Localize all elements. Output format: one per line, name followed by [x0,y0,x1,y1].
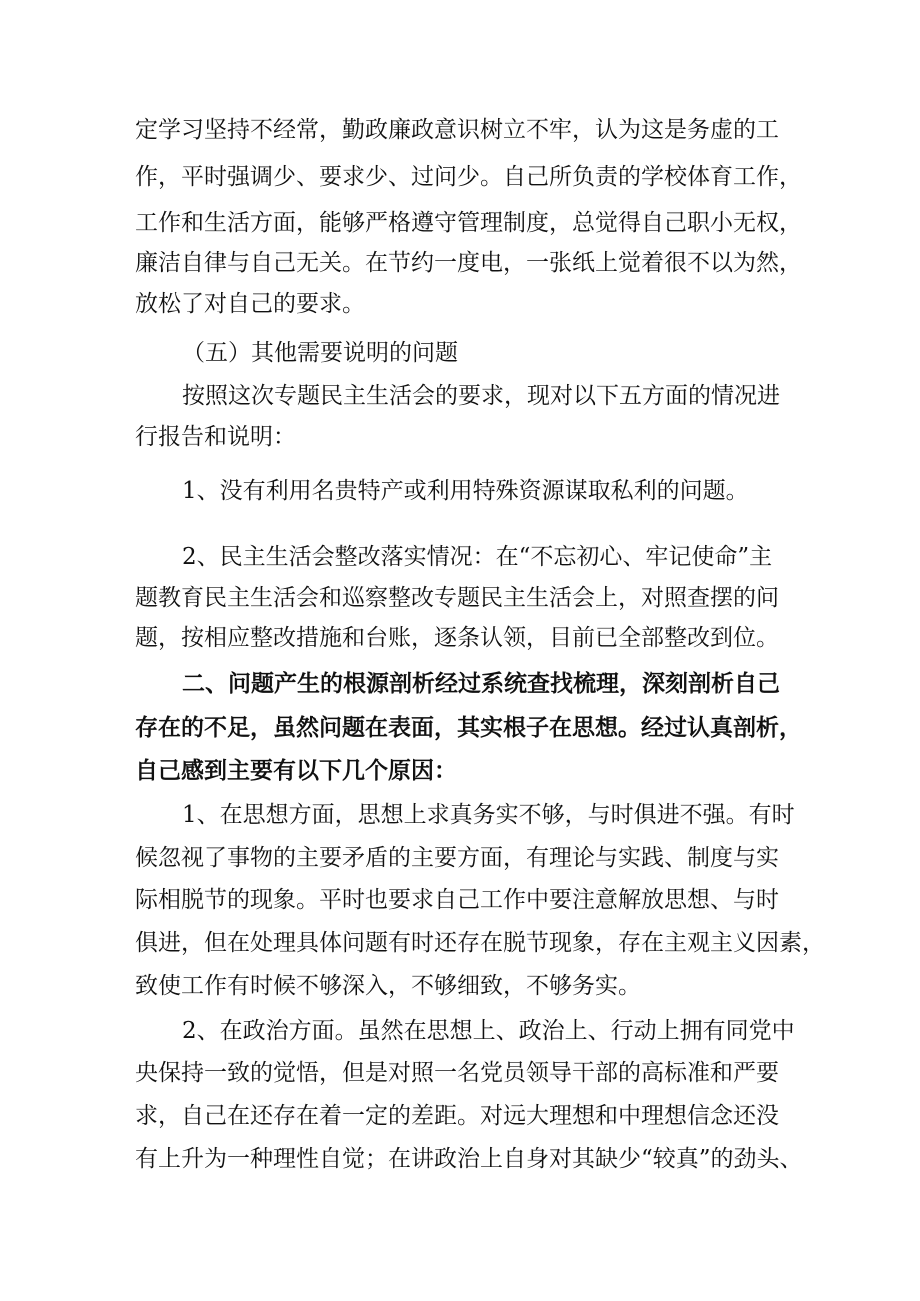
text-line: 放松了对自己的要求。 [135,291,365,317]
text-line: 题，按相应整改措施和台账，逐条认领，目前已全部整改到位。 [135,625,779,651]
list-item: 1、没有利用名贵特产或利用特殊资源谋取私利的问题。 [182,478,749,504]
list-item: 1、在思想方面，思想上求真务实不够，与时俱进不强。有时 [182,802,795,828]
text-line: 求，自己在还存在着一定的差距。对远大理想和中理想信念还没 [135,1103,779,1129]
text-line: 际相脱节的现象。平时也要求自己工作中要注意解放思想、与时 [135,887,779,913]
bold-heading-line: 存在的不足，虽然问题在表面，其实根子在思想。经过认真剖析， [135,715,802,741]
section-heading: （五）其他需要说明的问题 [182,340,458,366]
text-line: 致使工作有时候不够深入，不够细致，不够务实。 [135,973,641,999]
text-line: 有上升为一种理性自觉；在讲政治上自身对其缺少“较真”的劲头、 [135,1146,803,1172]
text-line: 候忽视了事物的主要矛盾的主要方面，有理论与实践、制度与实 [135,845,779,871]
text-line: 题教育民主生活会和巡察整改专题民主生活会上，对照查摆的问 [135,585,779,611]
text-line: 俱进，但在处理具体问题有时还存在脱节现象，存在主观主义因素， [135,930,825,956]
text-line: 央保持一致的觉悟，但是对照一名党员领导干部的高标准和严要 [135,1060,779,1086]
text-line: 行报告和说明： [135,424,296,450]
bold-heading-line: 二、问题产生的根源剖析经过系统查找梳理，深刻剖析自己 [182,671,780,697]
text-line: 按照这次专题民主生活会的要求，现对以下五方面的情况进 [182,383,780,409]
text-line: 定学习坚持不经常，勤政廉政意识树立不牢，认为这是务虚的工 [135,117,779,143]
text-line: 工作和生活方面，能够严格遵守管理制度，总觉得自己职小无权， [135,210,802,236]
text-line: 作，平时强调少、要求少、过问少。自己所负责的学校体育工作， [135,164,802,190]
list-item: 2、在政治方面。虽然在思想上、政治上、行动上拥有同党中 [182,1018,795,1044]
list-item: 2、民主生活会整改落实情况：在“不忘初心、牢记使命”主 [182,544,773,570]
text-line: 廉洁自律与自己无关。在节约一度电，一张纸上觉着很不以为然， [135,250,802,276]
bold-heading-line: 自己感到主要有以下几个原因： [135,758,457,784]
